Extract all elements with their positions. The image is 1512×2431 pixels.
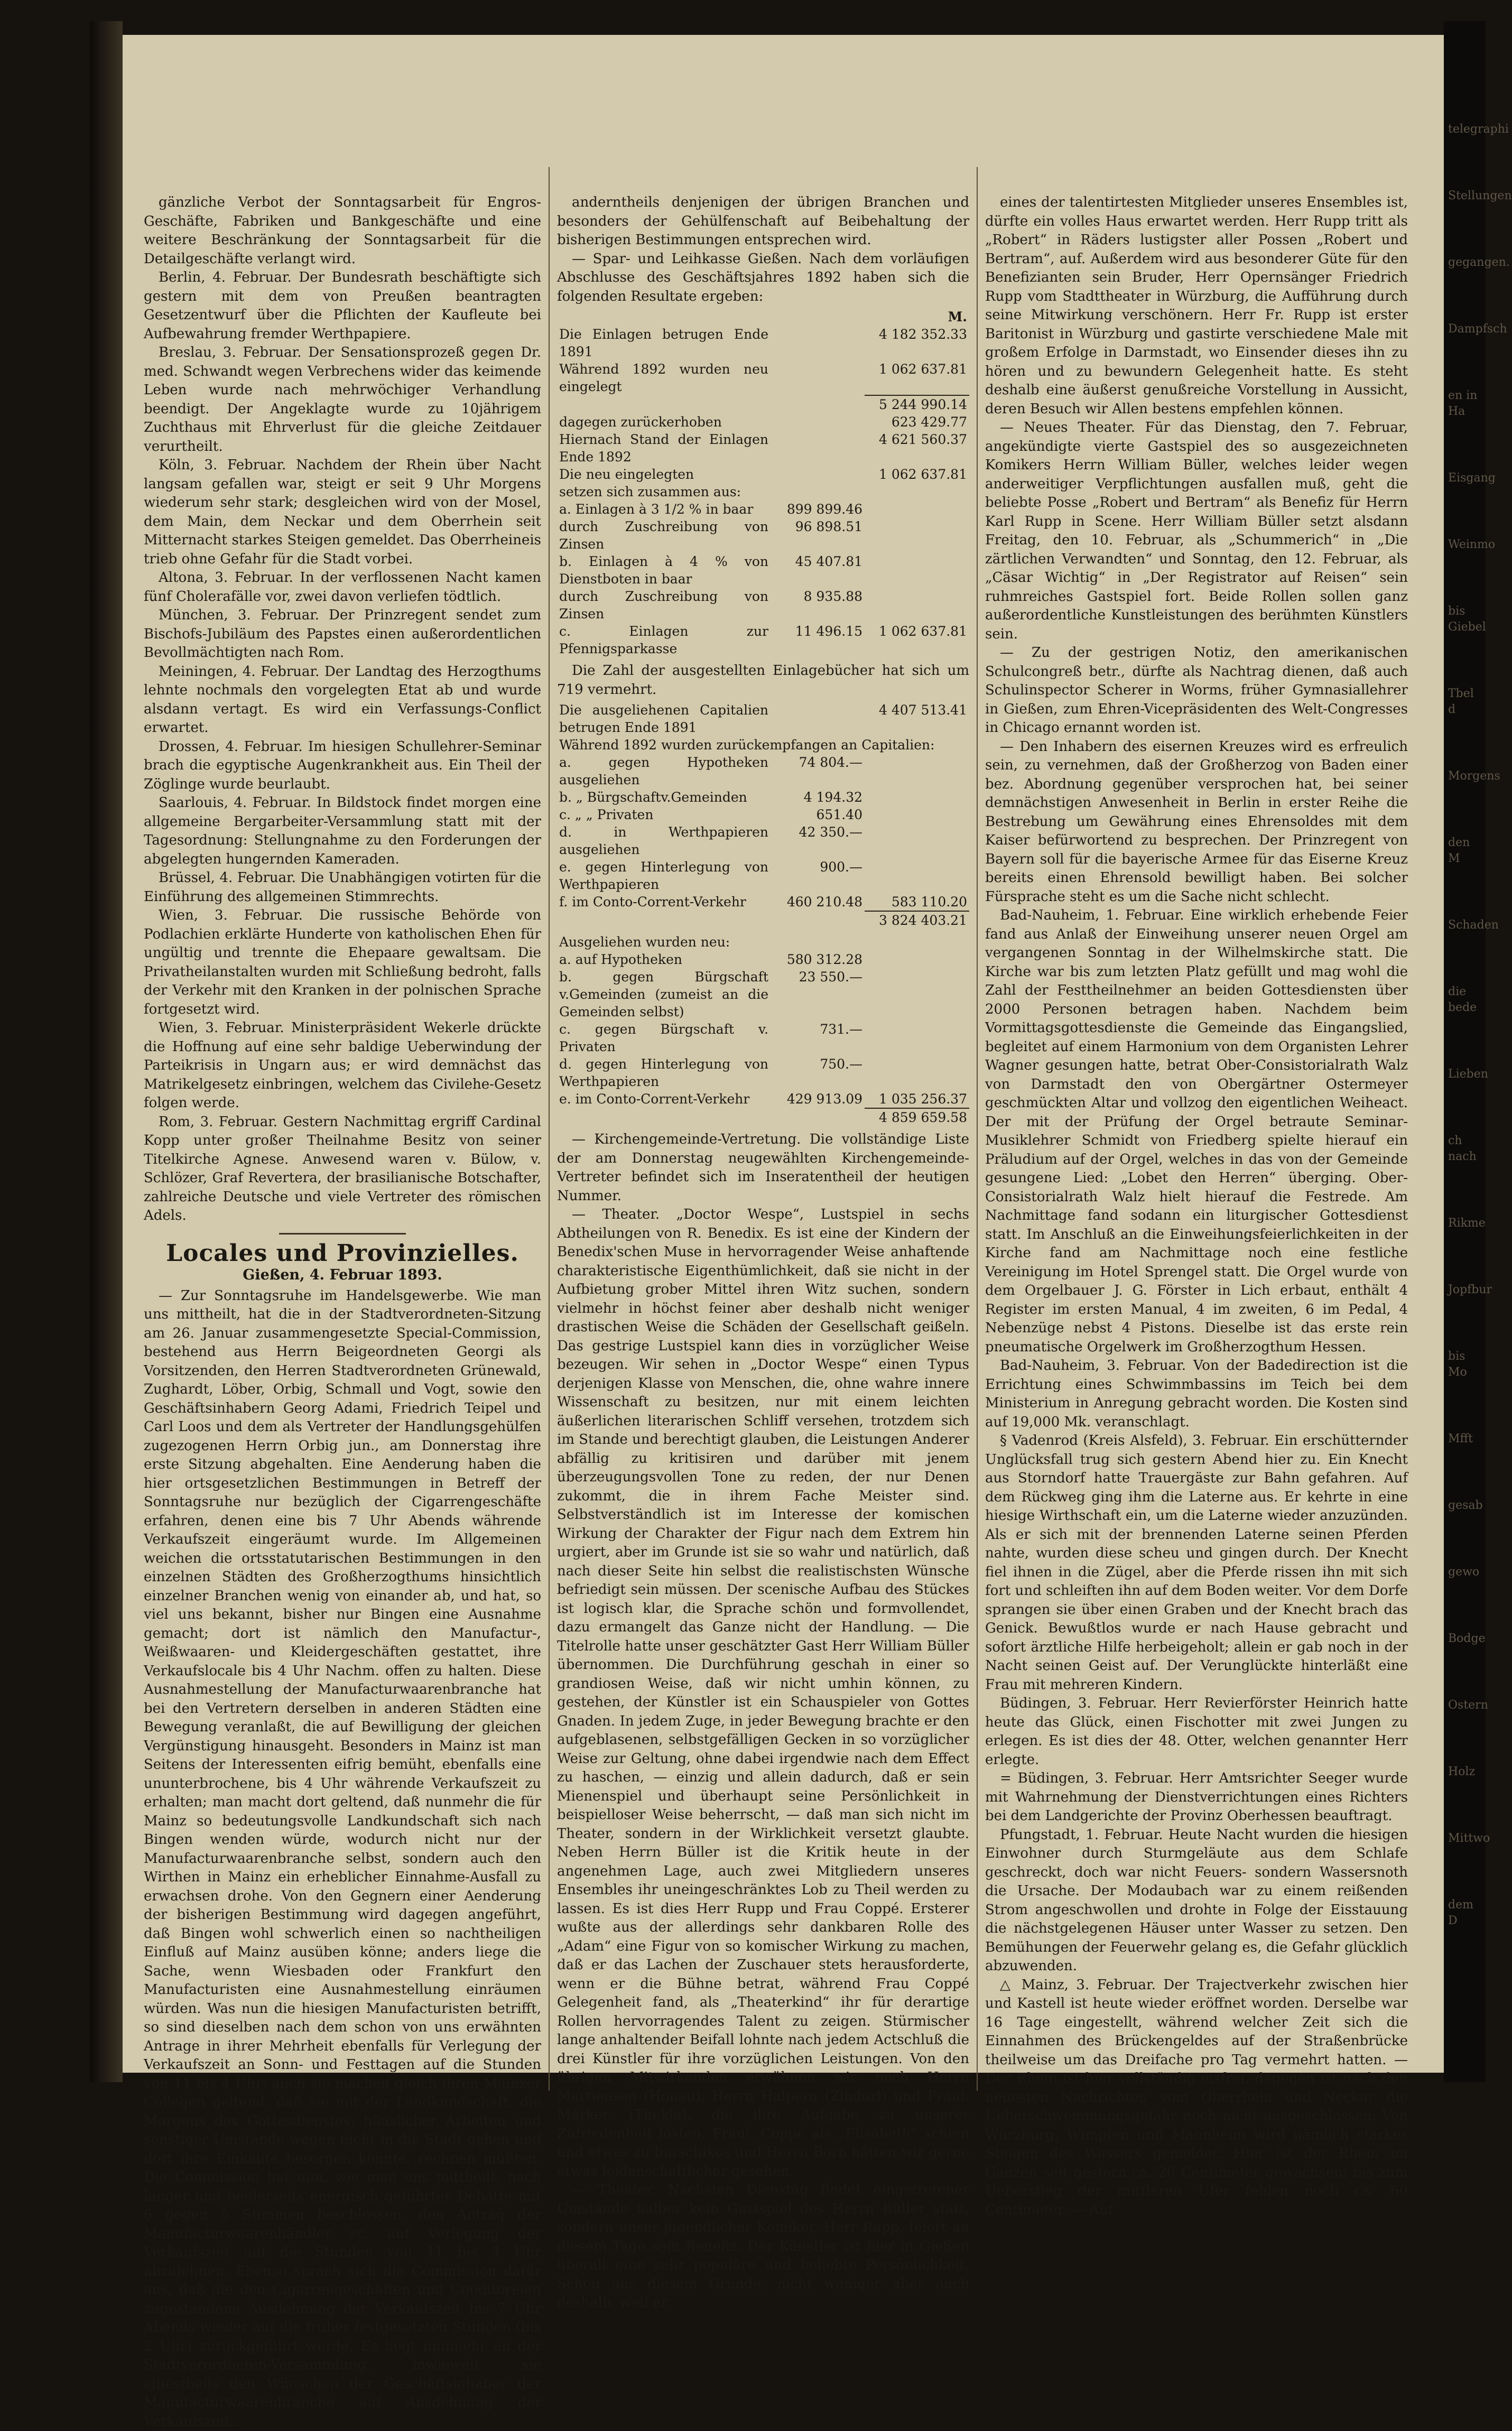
table-label: b. „ Bürgschaftv.Gemeinden [557, 788, 771, 806]
table-value [865, 483, 969, 500]
margin-fragment: bis Giebel [1448, 604, 1484, 635]
margin-fragment: Jopfbur [1448, 1282, 1484, 1298]
article-paragraph: — Neues Theater. Für das Dienstag, den 7. Februar, angekündigte vierte Gastspiel des so ausgezeichneten Komikers Herrn William Büller, welches leider wegen anderweitiger Verpflichtungen ausfallen muß, geht die beliebte Posse „Robert und Bertram“ als Benefiz für Herrn Karl Rupp in Scene. Herr William Büller setzt alsdann Freitag, den 10. Februar, als „Schummerich“ in „Die zärtlichen Verwandten“ und Sonntag, den 12. Februar, als „Cäsar Wichtig“ in „Der Registrator auf Reisen“ sein ruhmreiches Gastspiel fort. Beide Rollen sollen ganz außerordentliche Kunstleistungen des berühmten Künstlers sein. [985, 419, 1408, 644]
article-paragraph: gänzliche Verbot der Sonntagsarbeit für Engros-Geschäfte, Fabriken und Bankgeschäfte und eine weitere Beschränkung der Sonntagsarbeit für die Detailgeschäfte verlangt wird. [144, 193, 541, 268]
article-paragraph: Köln, 3. Februar. Nachdem der Rhein über Nacht langsam gefallen war, steigt er seit 9 Uhr Morgens wiederum sehr stark; desgleichen wird von der Mosel, dem Main, dem Neckar und dem Oberrhein seit Mitternacht starkes Steigen gemeldet. Das Oberrheineis trieb ohne Gefahr für die Stadt vorbei. [144, 456, 541, 569]
table-value: 74 804.— [771, 754, 865, 788]
table-value [865, 588, 969, 623]
table-row [557, 911, 969, 929]
article-paragraph: Wien, 3. Februar. Ministerpräsident Wekerle drückte die Hoffnung auf eine sehr baldige Ueberwindung der Parteikrisis in Ungarn aus; er wird demnächst das Matrikelgesetz einbringen, welchem das Civilehe-Gesetz folgen werde. [144, 1019, 541, 1113]
article-paragraph: — Kirchengemeinde-Vertretung. Die vollständige Liste der am Donnerstag neugewählten Kirchengemeinde-Vertreter befindet sich im Inseratentheil der heutigen Nummer. [557, 1130, 969, 1205]
margin-fragment: Morgens [1448, 768, 1484, 784]
article-paragraph: Meiningen, 4. Februar. Der Landtag des Herzogthums lehnte nochmals den vorgelegten Etat ab und wurde alsdann vertagt. Es wird ein Verfassungs-Conflict erwartet. [144, 663, 541, 738]
table-value [771, 326, 865, 360]
table-row [557, 518, 969, 553]
local-news [144, 1287, 541, 2431]
article-paragraph: Breslau, 3. Februar. Der Sensationsprozeß gegen Dr. med. Schwandt wegen Verbrechens wider das keimende Leben wurde nach mehrwöchiger Verhandlung beendigt. Der Angeklagte wurde zu 10jährigem Zuchthaus mit Ehrverlust für die gleiche Zeitdauer verurtheilt. [144, 344, 541, 456]
savings-table-capital [557, 701, 969, 929]
article-paragraph: anderntheils denjenigen der übrigen Branchen und besonders der Gehülfenschaft auf Beibehaltung der bisherigen Bestimmungen entsprechen wird. [557, 193, 969, 250]
table-value [771, 1108, 865, 1126]
article-paragraph: — Theater. Nächsten Dienstag findet eingetretener Umstände halber kein Gastspiel des Herrn Büller statt, sondern unser jugendlicher Komiker, Herr Rupp, feiert an diesem Tage sein Benefiz. Der Künstler ist hier in Gießen überall eine sehr populäre und beliebte Persönlichkeit. Schon aus diesem Grunde, nicht weniger aber auch deshalb, weil er [557, 2181, 969, 2313]
margin-fragment: die bede [1448, 984, 1484, 1016]
telegram-news [144, 193, 541, 1226]
dateline: Gießen, 4. Februar 1893. [144, 1266, 541, 1285]
table-value [771, 413, 865, 431]
table-label: durch Zuschreibung von Zinsen [557, 518, 771, 553]
article-paragraph: Saarlouis, 4. Februar. In Bildstock findet morgen eine allgemeine Bergarbeiter-Versammlung statt mit der Tagesordnung: Stellungnahme zu den Forderungen der abgelegten hungernden Kameraden. [144, 794, 541, 869]
article-paragraph: eines der talentirtesten Mitglieder unseres Ensembles ist, dürfte ein volles Haus erwartet werden. Herr Rupp tritt als „Robert“ in Räders lustigster aller Possen „Robert und Bertram“, auf. Außerdem wird aus besonderer Güte für den Benefizianten sein Bruder, Herr Opernsänger Friedrich Rupp vom Stadttheater in Würzburg, die Aufführung durch seine Mitwirkung verschönern. Herr Fr. Rupp ist erster Baritonist in Würzburg und gastirte verschiedene Male mit großem Erfolge in Darmstadt, wo Einsender dieses ihn zu hören und zu bewundern Gelegenheit hatte. Es steht deshalb eine äußerst genußreiche Vorstellung in Aussicht, deren Besuch wir Allen bestens empfehlen können. [985, 193, 1408, 419]
articles [557, 1130, 969, 2313]
margin-fragment: Mfft [1448, 1431, 1484, 1447]
table-value: 1 062 637.81 [865, 360, 969, 395]
article-paragraph: — Spar- und Leihkasse Gießen. Nach dem vorläufigen Abschlusse des Geschäftsjahres 1892 haben sich die folgenden Resultate ergeben: [557, 250, 969, 307]
margin-fragment: Bodge [1448, 1631, 1484, 1647]
table-value: 42 350.— [771, 823, 865, 858]
table-label: Ausgeliehen wurden neu: [557, 933, 969, 951]
article-paragraph: Bad-Nauheim, 3. Februar. Von der Badedirection ist die Errichtung eines Schwimmbassins im Teich bei dem Ministerium in Anregung gebracht worden. Die Kosten sind auf 19,000 Mk. veranschlagt. [985, 1357, 1408, 1432]
table-label: e. gegen Hinterlegung von Werthpapieren [557, 858, 771, 893]
margin-fragment: en in Ha [1448, 388, 1484, 420]
table-value [771, 360, 865, 395]
table-value [865, 951, 969, 968]
table-row [557, 858, 969, 893]
margin-fragment: Eisgang [1448, 470, 1484, 486]
table-value: 4 182 352.33 [865, 326, 969, 360]
table-row [557, 413, 969, 431]
table-label: f. im Conto-Corrent-Verkehr [557, 893, 771, 911]
table-label [557, 395, 771, 413]
table-value: 8 935.88 [771, 588, 865, 623]
table-value: 45 407.81 [771, 553, 865, 588]
article-paragraph: Bad-Nauheim, 1. Februar. Eine wirklich erhebende Feier fand aus Anlaß der Einweihung unserer neuen Orgel am vergangenen Sonntag in der Wilhelmskirche statt. Die Kirche war bis zum letzten Platz gefüllt und mag wohl die Zahl der Festtheilnehmer an beiden Gottesdiensten über 2000 Personen betragen haben. Nachdem beim Vormittagsgottesdienste die Gemeinde das Eingangslied, begleitet auf einem Harmonium von dem Organisten Lehrer Wagner gesungen hatte, betrat Ober-Consistorialrath Walz von Darmstadt den von Obergärtner Ostermeyer geschmückten Altar und vollzog den eigentlichen Weiheact. Der mit der Prüfung der Orgel betraute Seminar-Musiklehrer Schmidt von Friedberg spielte hierauf ein Präludium auf der Orgel, welches in das von der Gemeinde gesungene Lied: „Lobet den Herren“ überging. Ober-Consistorialrath Walz hielt hierauf die Festrede. Am Nachmittage fand sodann ein liturgischer Gottesdienst statt. Im Anschluß an die Einweihungsfeierlichkeiten in der Kirche fand am Nachmittage noch eine festliche Vereinigung im Hotel Sprengel statt. Die Orgel wurde von dem Orgelbauer J. G. Förster in Lich erbaut, enthält 4 Register im ersten Manual, 4 im zweiten, 6 im Pedal, 4 Nebenzüge nebst 4 Pistons. Dieselbe ist das erste rein pneumatische Orgelwerk im Großherzogthum Hessen. [985, 906, 1408, 1357]
table-label: a. Einlagen à 3 1/2 % in baar [557, 500, 771, 518]
table-value: 23 550.— [771, 968, 865, 1020]
article-paragraph: Rom, 3. Februar. Gestern Nachmittag ergriff Cardinal Kopp unter großer Theilnahme Besitz von seiner Titelkirche Agnese. Anwesend waren v. Bülow, v. Schlözer, Graf Revertera, der brasilianische Botschafter, zahlreiche Deutsche und viele Vertreter des römischen Adels. [144, 1113, 541, 1226]
table-value: 429 913.09 [771, 1090, 865, 1108]
table-label: dagegen zurückerhoben [557, 413, 771, 431]
margin-fragment: Holz [1448, 1764, 1484, 1780]
table-label: Hiernach Stand der Einlagen Ende 1892 [557, 431, 771, 466]
table-label: c. Einlagen zur Pfennigsparkasse [557, 623, 771, 657]
margin-fragment: gesab [1448, 1498, 1484, 1514]
table-value: 4 407 513.41 [865, 701, 969, 736]
table-label [557, 911, 771, 929]
article-paragraph: Brüssel, 4. Februar. Die Unabhängigen votirten für die Einführung des allgemeinen Stimmrechts. [144, 869, 541, 906]
table-row [557, 823, 969, 858]
article-paragraph: — Theater. „Doctor Wespe“, Lustspiel in sechs Abtheilungen von R. Benedix. Es ist eine der Kindern der Benedix'schen Muse in hervorragender Weise anhaftende charakteristische Eigenthümlichkeit, daß sie nicht in der Aufbietung grober Mittel ihren Witz suchen, sondern vielmehr in höchst feiner aber deshalb nicht weniger drastischen Weise die Schäden der Gesellschaft geißeln. Das gestrige Lustspiel kann dies in vorzüglicher Weise bezeugen. Wir sehen in „Doctor Wespe“ einen Typus derjenigen Klasse von Menschen, die, ohne wahre innere Wissenschaft zu besitzen, nur mit einem leichten äußerlichen literarischen Schliff versehen, trotzdem sich im Stande und berechtigt glauben, die Leistungen Anderer abfällig zu kritisiren und darüber mit jenem überzeugungsvollen Tone zu reden, der nur Denen zukommt, die in ihrem Fache Meister sind. Selbstverständlich ist im Interesse der komischen Wirkung der Charakter der Figur nach dem Extrem hin urgiert, aber im Grunde ist sie so wahr und natürlich, daß nach dieser Seite hin selbst die realistischsten Wünsche befriedigt sein müssen. Der scenische Aufbau des Stückes ist logisch klar, die Sprache schön und formvollendet, dazu ermangelt das Ganze nicht der Handlung. — Die Titelrolle hatte unser geschätzter Gast Herr William Büller übernommen. Die Durchführung geschah in einer so grandiosen Weise, daß wir nicht umhin können, zu gestehen, der Künstler ist ein Schauspieler von Gottes Gnaden. In jedem Zuge, in jeder Bewegung brachte er den aufgeblasenen, selbstgefälligen Gecken in so vorzüglicher Weise zur Geltung, ohne dabei irgendwie nach dem Effect zu haschen, — einzig und allein dadurch, daß er sein Mienenspiel und überhaupt seine Persönlichkeit in beispielloser Weise beherrscht, — daß man sich nicht im Theater, sondern in der Wirklichkeit versetzt glaubte. Neben Herrn Büller ist die Kritik heute in der angenehmen Lage, auch zwei Mitgliedern unseres Ensembles ihr uneingeschränktes Lob zu Theil werden zu lassen. Es ist dies Herr Rupp und Frau Coppé. Ersterer wußte aus der allerdings sehr dankbaren Rolle des „Adam“ eine Figur von so komischer Wirkung zu machen, daß er das Lachen der Zuschauer stets herausforderte, wenn er die Bühne betrat, während Frau Coppé Gelegenheit fand, als „Theaterkind“ ihr für derartige Rollen hervorragendes Talent zu zeigen. Stürmischer lange anhaltender Beifall lohnte nach jedem Actschluß die drei Künstler für ihre vorzüglichen Leistungen. Von den übrigen Mitwirkenden erwähnen wir noch Herrn Martiensen (Honau), Herrn Halpern (Zindorf) und Fräul. Märker (Thekla), die ihre Aufgabe zu unserer Zufriedenheit lösten. Fräul. Coppé als „Elisabeth“ schien und etwas zu burschikos und Herrn Born hätten wir gerne etwas leidenschaftlicher gesehen. [557, 1205, 969, 2181]
savings-table-new-loans [557, 933, 969, 1126]
table-row [557, 754, 969, 788]
table-row [557, 1055, 969, 1090]
table-label: c. gegen Bürgschaft v. Privaten [557, 1020, 771, 1055]
table-label: Während 1892 wurden zurückempfangen an Capitalien: [557, 736, 969, 754]
article-paragraph: — Den Inhabern des eisernen Kreuzes wird es erfreulich sein, zu vernehmen, daß der Großherzog von Baden einer bez. Abordnung gegenüber versprochen hat, bei seiner demnächstigen Anwesenheit in Berlin in erster Reihe die Bestrebung um Gewährung eines Ehrensoldes mit dem Kaiser befürwortend zu besprechen. Der Prinzregent von Bayern soll für die bayerische Armee für das Eiserne Kreuz bereits einen Ehrensold bewilligt haben. Bei solcher Fürsprache steht es um die Sache nicht schlecht. [985, 738, 1408, 907]
table-value [865, 518, 969, 553]
margin-fragment: Dampfsch [1448, 321, 1484, 337]
table-value: 11 496.15 [771, 623, 865, 657]
table-value [771, 466, 865, 483]
table-row [557, 553, 969, 588]
table-label: Die neu eingelegten [557, 466, 771, 483]
margin-fragment: Rikme [1448, 1216, 1484, 1231]
margin-fragment: den M [1448, 835, 1484, 867]
margin-fragment: Stellungen [1448, 188, 1484, 204]
article-paragraph: Büdingen, 3. Februar. Herr Revierförster Heinrich hatte heute das Glück, einen Fischotter mit zwei Jungen zu erlegen. Es ist dies der 48. Otter, welchen genannter Herr erlegte. [985, 1694, 1408, 1769]
table-row [557, 326, 969, 360]
article-paragraph: △ Mainz, 3. Februar. Der Trajectverkehr zwischen hier und Kastell ist heute wieder eröffnet worden. Derselbe war 16 Tage eingestellt, während welcher Zeit sich die Einnahmen des Brückengeldes auf der Straßenbrücke theilweise um das Dreifache pro Tag vermehrt hatten. — Der Rhein ist hier vollständig eisfrei, dagegen ist nach den neuesten Nachrichten vom Oberrhein und Neckar die Ueberschwemmungsgefahr noch nicht ausgeschlossen. Von Würzburg, Wimpfen und Mannheim wird nämlich starkes Steigen des Wassers gemeldet. Hier ist der Rhein im Ganzen seit gestern ca. 20 Centimeter gewachsen; bis zum Ueberstieg der mittleren Ufer fehlen noch ca. 60 Centimeter. — Auf [985, 1976, 1408, 2220]
article-paragraph: = Büdingen, 3. Februar. Herr Amtsrichter Seeger wurde mit Wahrnehmung der Dienstverrichtungen eines Richters bei dem Landgerichte der Provinz Oberhessen beauftragt. [985, 1769, 1408, 1826]
table-value [865, 1055, 969, 1090]
table-value: 1 062 637.81 [865, 466, 969, 483]
table-value [865, 823, 969, 858]
table-row [557, 588, 969, 623]
table-label: d. gegen Hinterlegung von Werthpapieren [557, 1055, 771, 1090]
column-3 [985, 193, 1408, 2091]
table-label: e. im Conto-Corrent-Verkehr [557, 1090, 771, 1108]
table-row [557, 466, 969, 483]
table-label [557, 1108, 771, 1126]
table-label: setzen sich zusammen aus: [557, 483, 771, 500]
margin-fragment: bis Mo [1448, 1349, 1484, 1380]
table-label: c. „ „ Privaten [557, 806, 771, 823]
margin-fragment: ch nach [1448, 1133, 1484, 1165]
articles [985, 193, 1408, 2220]
article-paragraph: Altona, 3. Februar. In der verflossenen Nacht kamen fünf Cholerafälle vor, zwei davon verliefen tödtlich. [144, 569, 541, 606]
margin-fragment: Mittwo [1448, 1831, 1484, 1847]
article-paragraph: München, 3. Februar. Der Prinzregent sendet zum Bischofs-Jubiläum des Papstes einen außerordentlichen Bevollmächtigten nach Rom. [144, 606, 541, 663]
margin-fragment: Tbel d [1448, 686, 1484, 718]
table-value: 750.— [771, 1055, 865, 1090]
table-value [865, 806, 969, 823]
savings-table-deposits [557, 308, 969, 657]
divider [279, 1233, 406, 1235]
table-value [771, 483, 865, 500]
table-value: 900.— [771, 858, 865, 893]
table-value: 899 899.46 [771, 500, 865, 518]
table-row [557, 1108, 969, 1126]
table-label: Die ausgeliehenen Capitalien betrugen Ende 1891 [557, 701, 771, 736]
table-label: Während 1892 wurden neu eingelegt [557, 360, 771, 395]
article-paragraph: — Zur Sonntagsruhe im Handelsgewerbe. Wie man uns mittheilt, hat die in der Stadtverordneten-Sitzung am 26. Januar zusammengesetzte Special-Commission, bestehend aus Herrn Beigeordneten Georgi als Vorsitzenden, den Herren Stadtverordneten Grünewald, Zughardt, Löber, Orbig, Schmall und Vogt, sowie den Geschäftsinhabern Georg Adami, Friedrich Teipel und Carl Loos und dem als Vertreter der Handlungsgehülfen zugezogenen Herrn Orbig jun., am Donnerstag ihre erste Sitzung abgehalten. Eine Aenderung haben die hier ortsgesetzlichen Bestimmungen in Betreff der Sonntagsruhe nur bezüglich der Cigarrengeschäfte erfahren, denen eine bis 7 Uhr Abends währende Verkaufszeit eingeräumt wurde. Im Allgemeinen weichen die ortsstatutarischen Bestimmungen in den einzelnen Städten des Großherzogthums hinsichtlich einzelner Branchen wenig von einander ab, und hat, so viel uns bekannt, bisher nur Bingen eine Ausnahme gemacht; dort ist nämlich den Manufactur-, Weißwaaren- und Kleidergeschäften gestattet, ihre Verkaufslocale bis 4 Uhr Nachm. offen zu halten. Diese Ausnahmestellung der Manufacturwaarenbranche hat bei den Vertretern derselben in anderen Städten eine Bewegung veranlaßt, die auf Bewilligung der gleichen Vergünstigung hinausgeht. Besonders in Mainz ist man Seitens der Interessenten eifrig bemüht, ebenfalls eine ununterbrochene, bis 4 Uhr währende Verkaufszeit zu erhalten; man macht dort geltend, daß nunmehr die für Mainz so bedeutungsvolle Landkundschaft sich nach Bingen wenden würde, wodurch nicht nur der Manufacturwaarenbranche selbst, sondern auch den Wirthen in Mainz ein erheblicher Einnahme-Ausfall zu erwachsen drohe. Von den Gegnern einer Aenderung der bisherigen Bestimmung wird dagegen angeführt, daß Bingen wohl schwerlich einen so nachtheiligen Einfluß auf Mainz ausüben könne; anders liege die Sache, wenn Wiesbaden oder Frankfurt den Manufacturisten eine Ausnahmestellung einräumen würden. Was nun die hiesigen Manufacturisten betrifft, so sind dieselben nach dem schon von uns erwähnten Antrage in ihrer Mehrheit ebenfalls für Verlegung der Verkaufszeit an Sonn- und Festtagen auf die Stunden von 11 bis 4 Uhr; auch sie machen gleich ihren Mainzer Collegen geltend, daß sie mit der Landkundschaft, die Morgens des Gottesdienstes, häuslicher Arbeiten und sonstiger Umstände wegen nicht in die Stadt gehen und dort ihre Einkäufe besorgen könnte, rechnen müßten. Die Commission hat nun, wie man uns mittheilt, nach langer und beiderseits energisch geführter Debatte mit 6 gegen 5 Stimmen beschlossen, den Antrag der Manufacturwaarenhändler zc. auf Verlegung der Verkaufszeit auf die Stunden von 11 bis 4 Uhr abzulehnen. Ebenso sprach sich die Commission dafür aus, daß die den Cigarrengeschäften und Conditoreien zugestandene Ausdehnung der Verkaufszeit bis 7 Uhr Abends wieder auf die früher festgesetzten Stunden (bis 2 Uhr) zurückgeführt werde. Es liegt nunmehr an der Stadtverordneten-Versammlung, inwieweit sie einestheils den Wünschen der Geschäftsinhaber der Manufacturwaarenbranche auf Ausdehnung der Verkaufszeit, [144, 1287, 541, 2431]
table-label: b. Einlagen à 4 % von Dienstboten in baar [557, 553, 771, 588]
next-page-edge [1448, 122, 1484, 1918]
margin-fragment: Schaden [1448, 917, 1484, 933]
article-paragraph: — Zu der gestrigen Notiz, den amerikanischen Schulcongreß betr., dürfte als Nachtrag dienen, daß auch Schulinspector Scherer in Worms, früher Gymnasiallehrer in Gießen, zum Ehren-Vicepräsidenten des Welt-Congresses in Chicago ernannt worden ist. [985, 644, 1408, 738]
table-row [557, 806, 969, 823]
table-row [557, 1090, 969, 1108]
table-label: Die Einlagen betrugen Ende 1891 [557, 326, 771, 360]
column-2 [557, 193, 969, 2091]
table-row [557, 483, 969, 500]
table-row [557, 893, 969, 911]
section-title: Locales und Provinzielles. [144, 1244, 541, 1263]
table-value [771, 395, 865, 413]
margin-fragment: Lieben [1448, 1066, 1484, 1082]
article-paragraph: § Vadenrod (Kreis Alsfeld), 3. Februar. Ein erschütternder Unglücksfall trug sich gestern Abend hier zu. Ein Knecht aus Storndorf hatte Trauergäste zur Bahn gefahren. Auf dem Rückweg ging ihm die Laterne aus. Er kehrte in eine hiesige Wirthschaft ein, um die Laterne wieder anzuzünden. Als er sich mit der brennenden Laterne seinen Pferden nahte, wurden diese scheu und gingen durch. Der Knecht fiel ihnen in die Zügel, aber die Pferde rissen ihn mit sich fort und schleiften ihn auf dem Boden weiter. Vor dem Dorfe sprangen sie über einen Graben und der Knecht brach das Genick. Bewußtlos wurde er nach Hause gebracht und sofort ärztliche Hilfe herbeigeholt; allein er gab noch in der Nacht seinen Geist auf. Der Verunglückte hinterläßt eine Frau mit mehreren Kindern. [985, 1432, 1408, 1694]
table-value: 460 210.48 [771, 893, 865, 911]
table-row [557, 500, 969, 518]
article-paragraph: Berlin, 4. Februar. Der Bundesrath beschäftigte sich gestern mit dem von Preußen beantragten Gesetzentwurf über die Pflichten der Kaufleute bei Aufbewahrung fremder Werthpapiere. [144, 268, 541, 344]
newspaper-page [123, 35, 1445, 2073]
table-value: 731.— [771, 1020, 865, 1055]
table-value: 4 621 560.37 [865, 431, 969, 466]
margin-fragment: dem D [1448, 1897, 1484, 1929]
margin-fragment: Ostern [1448, 1697, 1484, 1713]
margin-fragment: telegraphi [1448, 122, 1484, 137]
article-paragraph: Die Zahl der ausgestellten Einlagebücher hat sich um 719 vermehrt. [557, 662, 969, 699]
table-row [557, 1020, 969, 1055]
table-label: a. gegen Hypotheken ausgeliehen [557, 754, 771, 788]
margin-fragment: Weinmo [1448, 537, 1484, 553]
table-value [865, 968, 969, 1020]
table-row [557, 360, 969, 395]
table-value: 4 859 659.58 [865, 1108, 969, 1126]
column-rule [549, 167, 550, 2091]
table-row [557, 431, 969, 466]
table-value: 1 062 637.81 [865, 623, 969, 657]
table-row [557, 951, 969, 968]
table-value [865, 1020, 969, 1055]
table-value [865, 754, 969, 788]
table-value [771, 431, 865, 466]
table-value [865, 500, 969, 518]
column-1 [144, 193, 541, 2091]
table-value [865, 788, 969, 806]
margin-fragment: gewo [1448, 1564, 1484, 1580]
table-value [865, 553, 969, 588]
table-value: 3 824 403.21 [865, 911, 969, 929]
column-rule [977, 167, 978, 2091]
table-label: durch Zuschreibung von Zinsen [557, 588, 771, 623]
table-value: 580 312.28 [771, 951, 865, 968]
table-value: 96 898.51 [771, 518, 865, 553]
table-value: 1 035 256.37 [865, 1090, 969, 1108]
table-value: 623 429.77 [865, 413, 969, 431]
table-label: b. gegen Bürgschaft v.Gemeinden (zumeist an die Gemeinden selbst) [557, 968, 771, 1020]
article-paragraph: Pfungstadt, 1. Februar. Heute Nacht wurden die hiesigen Einwohner durch Sturmgeläute aus dem Schlafe geschreckt, doch war nicht Feuers- sondern Wassersnoth die Ursache. Der Modaubach war zu einem reißenden Strom angeschwollen und drohte in Folge der Eisstauung die nächstgelegenen Häuser unter Wasser zu setzen. Den Bemühungen der Feuerwehr gelang es, die Gefahr glücklich abzuwenden. [985, 1826, 1408, 1976]
table-value: 5 244 990.14 [865, 395, 969, 413]
table-value: 4 194.32 [771, 788, 865, 806]
margin-fragment: gegangen. [1448, 255, 1484, 271]
table-value [771, 911, 865, 929]
book-shadow [90, 21, 123, 2082]
table-value: 651.40 [771, 806, 865, 823]
table-row [557, 968, 969, 1020]
table-row [557, 788, 969, 806]
currency-label: M. [865, 308, 969, 326]
article-paragraph: Drossen, 4. Februar. Im hiesigen Schullehrer-Seminar brach die egyptische Augenkrankheit aus. Ein Theil der Zöglinge wurde beurlaubt. [144, 738, 541, 794]
table-value [865, 858, 969, 893]
table-row [557, 623, 969, 657]
article-paragraph: Wien, 3. Februar. Die russische Behörde von Podlachien erklärte Hunderte von katholischen Ehen für ungültig und trennte die Ehepaare gewaltsam. Die Privatheilanstalten wurden mit Schließung bedroht, falls der Verkehr mit den Kranken in der polnischen Sprache fortgesetzt wird. [144, 906, 541, 1019]
table-value: 583 110.20 [865, 893, 969, 911]
table-label: d. in Werthpapieren ausgeliehen [557, 823, 771, 858]
table-label: a. auf Hypotheken [557, 951, 771, 968]
table-row [557, 395, 969, 413]
